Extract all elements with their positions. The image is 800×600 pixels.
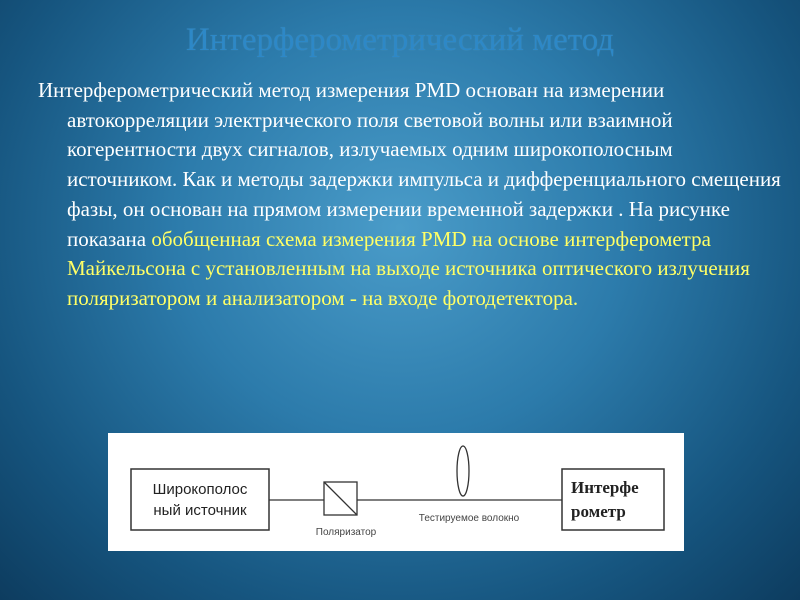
body-text-highlight: обобщенная схема измерения PMD на основе интерферометра Майкельсона с установленным на выходе источника оптического излучения поляризатором и анализатором - на входе фотодетектора. (67, 226, 750, 310)
source-box (131, 469, 269, 530)
polarizer-label: Поляризатор (315, 527, 377, 538)
fiber-label: Тестируемое волокно (418, 513, 520, 524)
interferometer-label-line1: Интерфе (571, 478, 639, 497)
source-label-line1: Широкополос (152, 481, 248, 498)
lens-icon (457, 446, 469, 496)
measurement-diagram (108, 433, 684, 551)
interferometer-label-line2: рометр (571, 502, 626, 521)
body-text-plain: Интерферометрический метод измерения PMD основан на измерении автокорреляции электрического поля световой волны или взаимной когерентности двух сигналов, излучаемых одним широкополосным источником. Как и методы задержки импульса и дифференциального смещения фазы, он основан на прямом измерении временной задержки . На рисунке показана (38, 78, 781, 251)
body-paragraph (38, 76, 787, 314)
diagram-svg (108, 433, 684, 551)
source-label-line2: ный источник (153, 502, 247, 519)
slide-title: Интерферометрический метод (185, 22, 615, 58)
